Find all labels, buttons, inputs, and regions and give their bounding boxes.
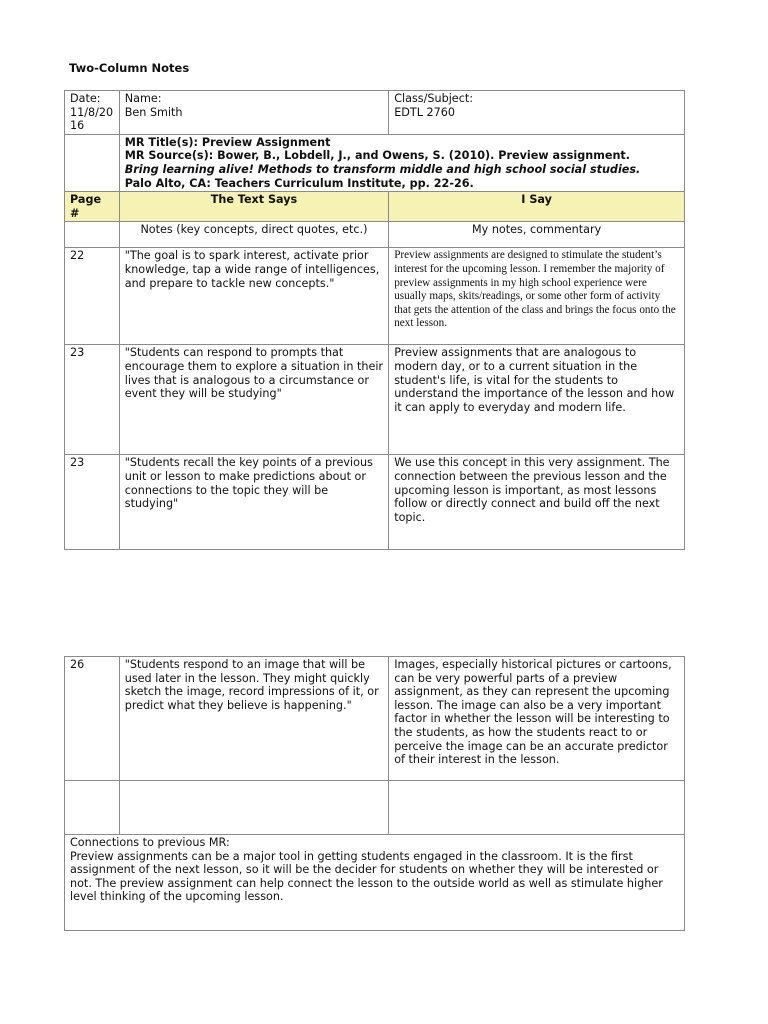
text-says-column-header: The Text Says (119, 192, 388, 222)
page-number: 26 (65, 657, 120, 781)
i-say-cell: We use this concept in this very assignment. The connection between the previous lesson and the upcoming lesson is important, as most lessons follow or directly connect and build off the next topic. (389, 455, 685, 550)
mr-source: MR Source(s): Bower, B., Lobdell, J., and Owens, S. (2010). Preview assignment. (124, 149, 631, 163)
text-says-cell: "Students recall the key points of a previous unit or lesson to make predictions about or connections to the topic they will be studying" (119, 455, 388, 550)
empty-table-row (65, 781, 685, 835)
table-row (65, 657, 685, 781)
text-says-cell: "Students respond to an image that will be used later in the lesson. They might quickly sketch the image, record impressions of it, or predict what they believe is happening." (119, 657, 388, 781)
page-number (65, 781, 120, 835)
mr-spacer-cell (65, 134, 120, 191)
connections-text: Preview assignments can be a major tool in getting students engaged in the classroom. It is the first assignment of the next lesson, so it will be the decider for students on whether they will be interested or not. The preview assignment can help connect the lesson to the outside world as well as stimulate higher level thinking of the upcoming lesson. (70, 849, 663, 904)
text-says-cell: "The goal is to spark interest, activate prior knowledge, tap a wide range of intelligences, and prepare to tackle new concepts." (119, 248, 388, 345)
page-column-header: Page # (65, 192, 120, 222)
text-says-cell (119, 781, 388, 835)
document-title: Two-Column Notes (69, 61, 190, 75)
info-row (65, 91, 685, 135)
connections-row (65, 835, 685, 931)
text-says-subheader: Notes (key concepts, direct quotes, etc.) (119, 222, 388, 248)
connections-cell (65, 835, 685, 931)
table-row (65, 455, 685, 550)
mr-source-book: Bring learning alive! Methods to transform middle and high school social studies. (124, 162, 641, 176)
i-say-cell: Preview assignments are designed to stimulate the student’s interest for the upcoming lesson. I remember the majority of preview assignments in my high school experience were usually maps, skits/readings, or some other form of activity that gets the attention of the class and brings the focus onto the next lesson. (389, 248, 685, 345)
name-value: Ben Smith (124, 105, 183, 119)
table-row (65, 345, 685, 455)
column-subheader-row (65, 222, 685, 248)
name-cell (119, 91, 388, 135)
notes-table-page2 (64, 656, 685, 931)
date-cell (65, 91, 120, 135)
column-header-row (65, 192, 685, 222)
class-cell (389, 91, 685, 135)
mr-cell (119, 134, 684, 191)
class-label: Class/Subject: (394, 92, 473, 105)
i-say-cell (389, 781, 685, 835)
page-subheader (65, 222, 120, 248)
text-says-cell: "Students can respond to prompts that encourage them to explore a situation in their lives that is analogous to a circumstance or event they will be studying" (119, 345, 388, 455)
name-label: Name: (124, 92, 162, 105)
i-say-column-header: I Say (389, 192, 685, 222)
i-say-subheader: My notes, commentary (389, 222, 685, 248)
date-value: 11/8/20 16 (70, 105, 114, 133)
mr-source-publisher: Palo Alto, CA: Teachers Curriculum Institute, pp. 22-26. (124, 176, 474, 190)
i-say-cell: Images, especially historical pictures or cartoons, can be very powerful parts of a preview assignment, as they can represent the upcoming lesson. The image can also be a very important factor in whether the lesson will be interesting to the students, as how the students react to or perceive the image can be an accurate predictor of their interest in the lesson. (389, 657, 685, 781)
table-row (65, 248, 685, 345)
page-number: 23 (65, 345, 120, 455)
page-number: 22 (65, 248, 120, 345)
connections-label: Connections to previous MR: (70, 836, 230, 849)
mr-row (65, 134, 685, 191)
notes-table-page1 (64, 90, 685, 550)
mr-title: MR Title(s): Preview Assignment (124, 135, 331, 149)
date-label: Date: (70, 92, 101, 105)
page-number: 23 (65, 455, 120, 550)
class-value: EDTL 2760 (394, 105, 455, 119)
i-say-cell: Preview assignments that are analogous to modern day, or to a current situation in the student's life, is vital for the students to understand the importance of the lesson and how it can apply to everyday and modern life. (389, 345, 685, 455)
